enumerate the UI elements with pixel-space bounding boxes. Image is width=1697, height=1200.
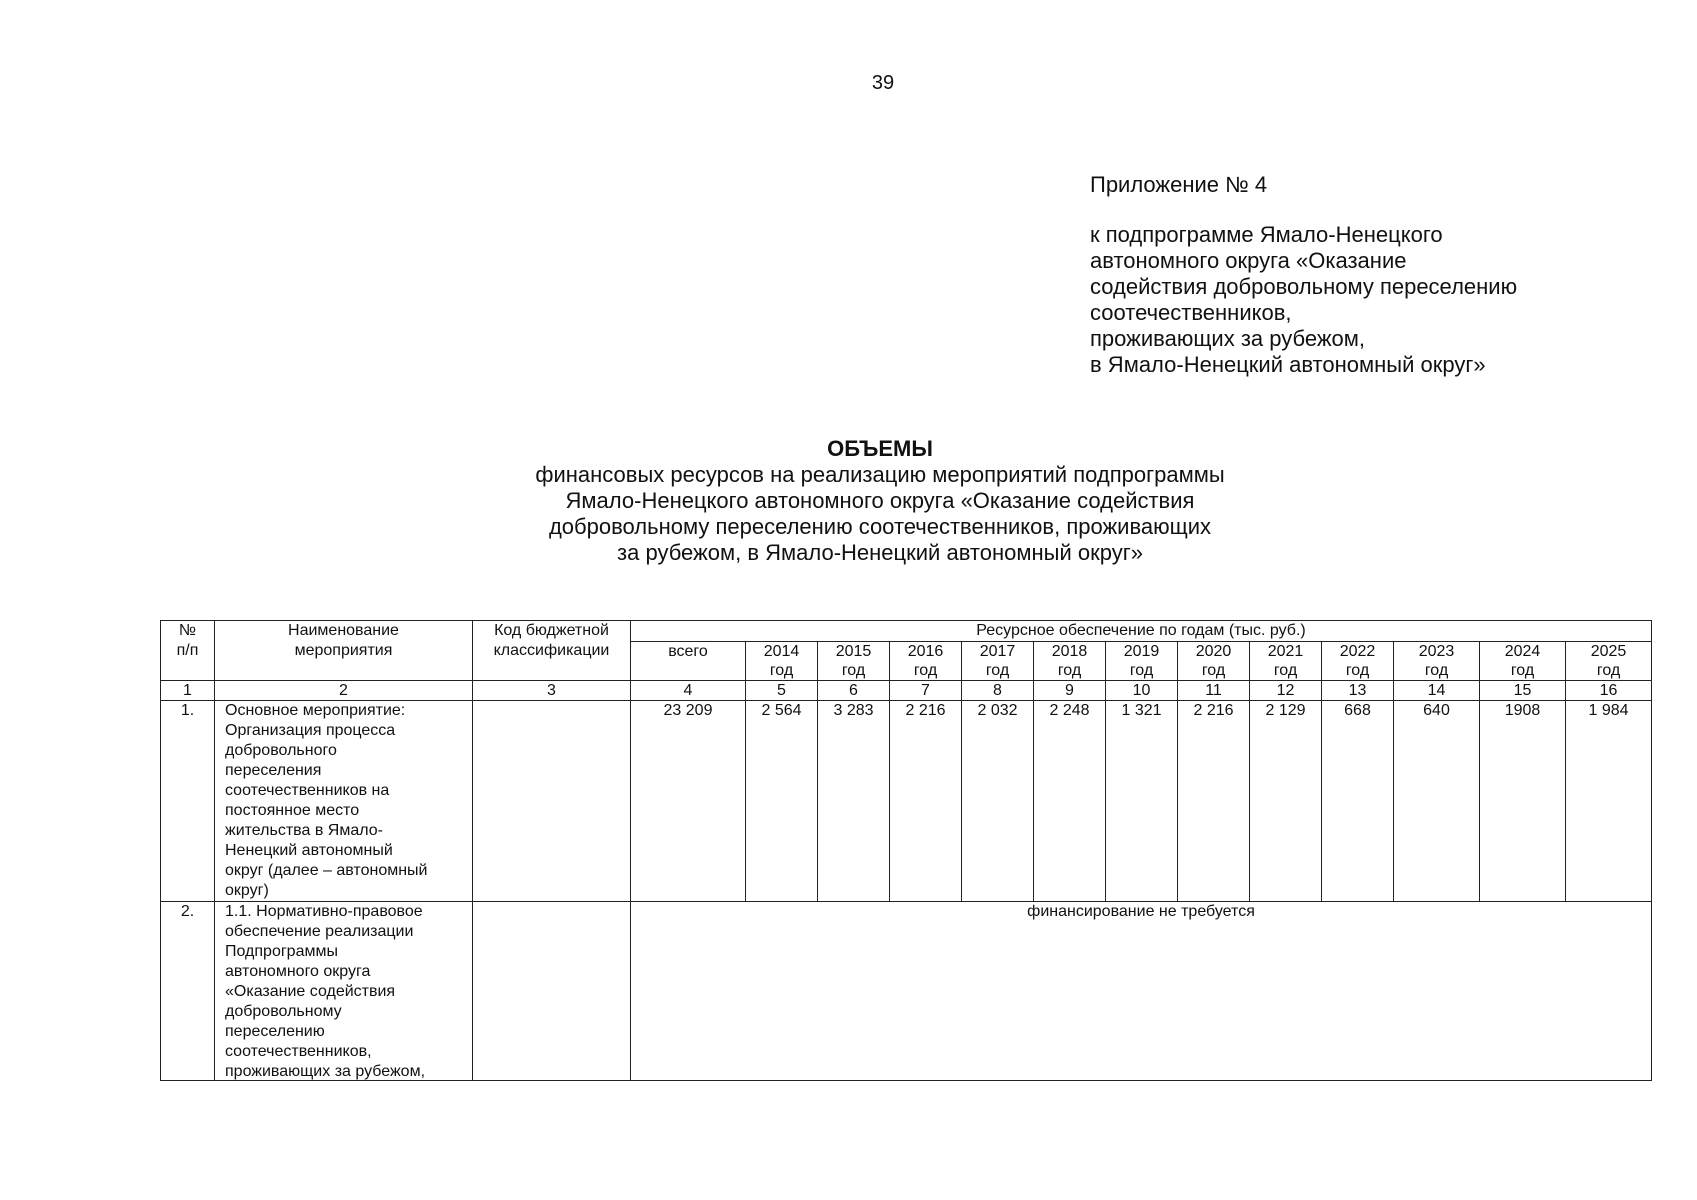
column-number: 15 bbox=[1480, 681, 1566, 701]
row-value: 1908 bbox=[1480, 701, 1566, 902]
header-year: 2016 год bbox=[890, 642, 962, 681]
header-year: 2015 год bbox=[818, 642, 890, 681]
heading-line: за рубежом, в Ямало-Ненецкий автономный округ» bbox=[617, 540, 1143, 565]
header-num-line: п/п bbox=[176, 642, 199, 659]
header-year: 2018 год bbox=[1034, 642, 1106, 681]
header-year: 2025 год bbox=[1566, 642, 1652, 681]
header-year: 2017 год bbox=[962, 642, 1034, 681]
column-number: 4 bbox=[631, 681, 746, 701]
row-name: Основное мероприятие: Организация процесса добровольного переселения соотечественников на постоянное место жительства в Ямало- Ненецкий автономный округ (далее – автономный округ) bbox=[215, 701, 473, 902]
document-title: ОБЪЕМЫ bbox=[827, 436, 933, 461]
row-note: финансирование не требуется bbox=[631, 902, 1652, 1081]
row-value: 1 321 bbox=[1106, 701, 1178, 902]
appendix-line: в Ямало-Ненецкий автономный округ» bbox=[1090, 352, 1486, 377]
column-number: 3 bbox=[473, 681, 631, 701]
header-year: 2022 год bbox=[1322, 642, 1394, 681]
header-row bbox=[161, 621, 1652, 642]
column-number: 12 bbox=[1250, 681, 1322, 701]
header-year: 2019 год bbox=[1106, 642, 1178, 681]
column-number: 8 bbox=[962, 681, 1034, 701]
column-number: 7 bbox=[890, 681, 962, 701]
finance-table bbox=[160, 620, 1652, 1081]
header-num bbox=[161, 621, 215, 681]
header-year: 2021 год bbox=[1250, 642, 1322, 681]
appendix-line: содействия добровольному переселению bbox=[1090, 274, 1518, 299]
row-num: 1. bbox=[161, 701, 215, 902]
header-year: 2024 год bbox=[1480, 642, 1566, 681]
column-number: 2 bbox=[215, 681, 473, 701]
appendix-block bbox=[1090, 172, 1650, 378]
header-name bbox=[215, 621, 473, 681]
row-value: 1 984 bbox=[1566, 701, 1652, 902]
appendix-line: проживающих за рубежом, bbox=[1090, 326, 1366, 351]
header-year: 2020 год bbox=[1178, 642, 1250, 681]
header-code bbox=[473, 621, 631, 681]
row-num: 2. bbox=[161, 902, 215, 1081]
document-heading bbox=[380, 436, 1380, 566]
header-code-line: классификации bbox=[493, 642, 610, 659]
appendix-line: к подпрограмме Ямало-Ненецкого bbox=[1090, 222, 1443, 247]
page-number: 39 bbox=[871, 72, 895, 94]
row-value: 2 129 bbox=[1250, 701, 1322, 902]
column-number: 1 bbox=[161, 681, 215, 701]
column-number: 16 bbox=[1566, 681, 1652, 701]
header-code-line: Код бюджетной bbox=[494, 622, 609, 639]
row-value: 2 032 bbox=[962, 701, 1034, 902]
column-number-row bbox=[161, 681, 1652, 701]
column-number: 6 bbox=[818, 681, 890, 701]
header-year: 2023 год bbox=[1394, 642, 1480, 681]
row-name: 1.1. Нормативно-правовое обеспечение реализации Подпрограммы автономного округа «Оказание содействия добровольному переселению соотечественников, проживающих за рубежом, bbox=[215, 902, 473, 1081]
row-value: 2 216 bbox=[890, 701, 962, 902]
header-total: всего bbox=[631, 642, 746, 681]
heading-line: финансовых ресурсов на реализацию мероприятий подпрограммы bbox=[535, 462, 1225, 487]
header-name-line: Наименование bbox=[288, 622, 399, 639]
row-code bbox=[473, 701, 631, 902]
heading-line: Ямало-Ненецкого автономного округа «Оказание содействия bbox=[565, 488, 1195, 513]
column-number: 13 bbox=[1322, 681, 1394, 701]
row-value: 3 283 bbox=[818, 701, 890, 902]
row-total: 23 209 bbox=[631, 701, 746, 902]
row-code bbox=[473, 902, 631, 1081]
table-row bbox=[161, 701, 1652, 902]
header-num-line: № bbox=[178, 622, 197, 639]
heading-line: добровольному переселению соотечественников, проживающих bbox=[548, 514, 1212, 539]
column-number: 9 bbox=[1034, 681, 1106, 701]
row-value: 2 216 bbox=[1178, 701, 1250, 902]
header-year: 2014 год bbox=[746, 642, 818, 681]
row-value: 640 bbox=[1394, 701, 1480, 902]
column-number: 10 bbox=[1106, 681, 1178, 701]
column-number: 5 bbox=[746, 681, 818, 701]
row-value: 668 bbox=[1322, 701, 1394, 902]
appendix-line: соотечественников, bbox=[1090, 300, 1292, 325]
appendix-number: Приложение № 4 bbox=[1090, 172, 1268, 197]
row-value: 2 564 bbox=[746, 701, 818, 902]
header-resources: Ресурсное обеспечение по годам (тыс. руб.) bbox=[631, 621, 1652, 642]
header-name-line: мероприятия bbox=[294, 642, 393, 659]
column-number: 11 bbox=[1178, 681, 1250, 701]
appendix-line: автономного округа «Оказание bbox=[1090, 248, 1407, 273]
column-number: 14 bbox=[1394, 681, 1480, 701]
table-row bbox=[161, 902, 1652, 1081]
row-value: 2 248 bbox=[1034, 701, 1106, 902]
